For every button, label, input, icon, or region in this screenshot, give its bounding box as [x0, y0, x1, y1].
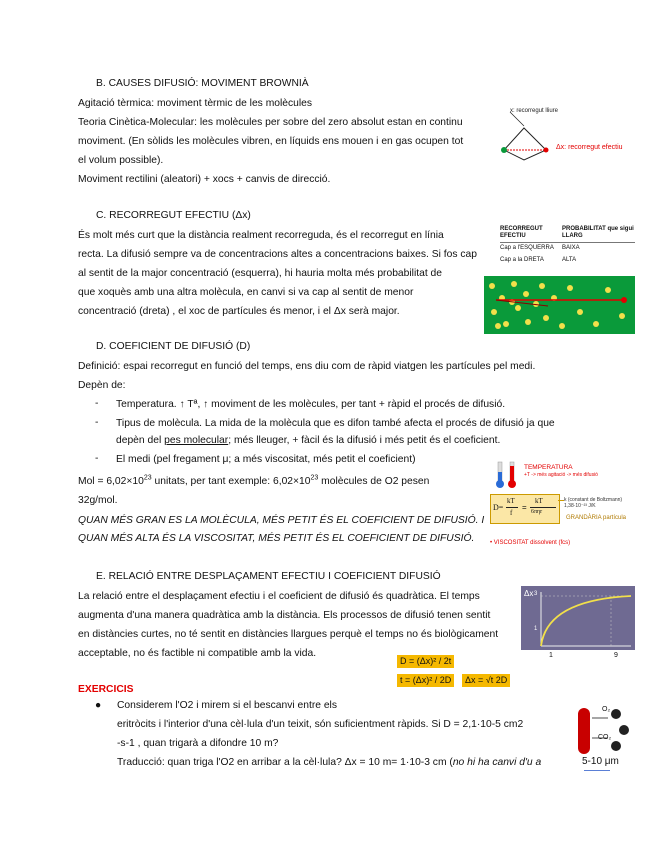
exercise-line-4 [117, 756, 541, 770]
formula-den-2: 6πηr [531, 509, 543, 515]
exercise-line-2: eritròcits i l'interior d'una cèl·lula d'un teixit, són suficientment ràpids. Si D = 2,1·10-5 cm2 [117, 719, 524, 730]
bullet-molecule-type: Tipus de molècula. La mida de la molècula que es difon també afecta el procés de difusió ja que [116, 418, 555, 429]
section-c-heading: C. RECORREGUT EFECTIU (Δx) [96, 210, 251, 221]
temperature-sub: +T -> més agitació -> més difusió [524, 472, 598, 478]
brownian-path-diagram [496, 106, 636, 166]
table-divider [500, 242, 635, 243]
bullet-dot: ● [95, 700, 102, 711]
section-d-heading: D. COEFICIENT DE DIFUSIÓ (D) [96, 341, 251, 352]
formula-t: t = (Δx)² / 2D [397, 674, 454, 687]
section-c-line-1: És molt més curt que la distància realment recorreguda, és el recorregut en línia [78, 230, 444, 241]
concentration-dots [484, 276, 635, 334]
boltzmann-label: k (constant de Boltzmann) 1,38·10⁻²³ J/K [564, 497, 623, 509]
italic-line-2: QUAN MÉS ALTA ÉS LA VISCOSITAT, MÉS PETIT ÉS EL COEFICIENT DE DIFUSIÓ. [78, 533, 475, 544]
section-e-line-1: La relació entre el desplaçament efectiu i el coeficient de difusió és quadràtica. El temps [78, 591, 480, 602]
table-row-2-col-1: Cap a la DRETA [500, 257, 544, 263]
section-b-line-2: Teoria Cinètica-Molecular: les molècules per sobre del zero absolut estan en continu [78, 117, 463, 128]
size-range: 5-10 μm [582, 756, 619, 767]
mol-a: Mol = 6,02×10 [78, 476, 144, 487]
section-b-line-5: Moviment rectilini (aleatori) + xocs + canvis de direcció. [78, 174, 331, 185]
co2-label: CO₂ [598, 734, 612, 741]
table-header-2: PROBABILITAT que sigui LLARG [562, 226, 634, 239]
section-e-line-4: acceptable, no és factible ni compatible amb la vida. [78, 648, 317, 659]
formula-num-2: kT [535, 497, 543, 505]
section-c-line-5: concentració (dreta) , el xoc de partícules és menor, i el Δx serà major. [78, 306, 400, 317]
bullet-dash-1: - [95, 398, 99, 409]
section-c-line-4: que xoquès amb una altra molècula, en canvi si va cap al sentit de menor [78, 287, 414, 298]
graph-curve [521, 586, 635, 650]
pes-post: ; més lleuger, + fàcil és la difusió i més petit és el coeficient. [228, 435, 501, 446]
section-c-line-3: al sentit de la major concentració (esquerra), hi hauria molta més probabilitat de [78, 268, 443, 279]
section-e-heading: E. RELACIÓ ENTRE DESPLAÇAMENT EFECTIU I COEFICIENT DIFUSIÓ [96, 571, 441, 582]
viscosity-text: VISCOSITAT dissolvent (fcs) [493, 540, 571, 546]
bullet-dash-2: - [95, 417, 99, 428]
scale-bar [584, 770, 610, 771]
free-path-label: x: recorregut lliure [510, 108, 559, 114]
formula-d: D = (Δx)² / 2t [397, 655, 454, 668]
section-b-line-3: moviment. (En sòlids les molècules vibren, en líquids ens mouen i en gas ocupen tot [78, 136, 464, 147]
pes-pre: depèn del [116, 435, 165, 446]
formula-lhs: D= [493, 503, 504, 512]
mol-b: unitats, per tant exemple: 6,02×10 [151, 476, 311, 487]
depends-line: Depèn de: [78, 380, 126, 391]
graph-y-label: Δx [524, 589, 534, 598]
section-e-line-3: en distàncies curtes, no té sentit en distàncies llargues perquè el temps no és biològicament [78, 629, 499, 640]
graph-x-tick-right: 9 [614, 652, 618, 659]
exercise-line-1: Considerem l'O2 i mirem si el bescanvi entre els [117, 700, 337, 711]
exercise-line-4-b: no hi ha canvi d'u a [452, 757, 542, 768]
temperature-label: TEMPERATURA [524, 464, 573, 471]
exercise-line-3: -s-1 , quan trigarà a difondre 10 m? [117, 738, 279, 749]
graph-y-tick-mid: 1 [534, 626, 538, 632]
section-b-heading: B. CAUSES DIFUSIÓ: MOVIMENT BROWNIÀ [96, 78, 309, 89]
distance-time-graph [521, 586, 635, 650]
formula-num-1: kT [507, 497, 515, 505]
brownian-figure [496, 106, 636, 166]
table-header-1: RECORREGUT EFECTIU [500, 226, 543, 239]
graph-y-tick-top: 3 [534, 591, 538, 597]
fraction-bar-1 [506, 507, 518, 508]
graph-x-tick-left: 1 [549, 652, 553, 659]
section-b-line-4: el volum possible). [78, 155, 164, 166]
section-b-line-1: Agitació tèrmica: moviment tèrmic de les molècules [78, 98, 313, 109]
formula-equals: = [522, 503, 527, 512]
section-e-line-2: augmenta d'una manera quadràtica amb la distància. Els processos de difusió tenen sentit [78, 610, 491, 621]
bullet-medium: El medi (pel fregament μ; a més viscositat, més petit el coeficient) [116, 454, 416, 465]
bullet-dash-3: - [95, 453, 99, 464]
formula-box-diffusion [490, 494, 560, 524]
exercises-heading: EXERCICIS [78, 684, 134, 695]
pes-molecular-term: pes molecular [164, 435, 229, 446]
bullet-molecule-type-cont [116, 434, 500, 448]
exercise-line-4-a: Traducció: quan triga l'O2 en arribar a la cèl·lula? Δx = 10 m= 1·10-3 cm ( [117, 757, 453, 768]
fraction-bar-2 [530, 507, 556, 508]
o2-label: O₂ [602, 706, 611, 713]
mol-c: molècules de O2 pesen [318, 476, 430, 487]
table-row-1-col-2: BAIXA [562, 245, 580, 251]
mol-line-1 [78, 475, 429, 489]
diffusion-coefficient-figure [484, 460, 636, 554]
bullet-temperature: Temperatura. ↑ Tª, ↑ moviment de les molècules, per tant + ràpid el procés de difusió. [116, 399, 506, 410]
concentration-figure [484, 276, 635, 334]
formula-dx: Δx = √t 2D [462, 674, 510, 687]
definition-line: Definició: espai recorregut en funció del temps, ens diu com de ràpid viatgen les partícules pel medi. [78, 361, 536, 372]
erythrocyte-figure [572, 704, 642, 784]
mol-line-2: 32g/mol. [78, 495, 118, 506]
mol-exp-b: 23 [310, 474, 319, 482]
italic-line-1: QUAN MÉS GRAN ES LA MOLÈCULA, MÉS PETIT ÉS EL COEFICIENT DE DIFUSIÓ. I [78, 515, 485, 526]
mol-exp-a: 23 [143, 474, 152, 482]
effective-path-label: Δx: recorregut efectiu [556, 144, 623, 151]
section-c-line-2: recta. La difusió sempre va de concentracions altes a concentracions baixes. Si fos cap [78, 249, 477, 260]
viscosity-label: • VISCOSITAT dissolvent (fcs) [490, 540, 571, 546]
formula-den-1: f [510, 509, 513, 517]
size-label: GRANDÀRIA partícula [566, 515, 627, 521]
table-row-1-col-1: Cap a l'ESQUERRA [500, 245, 554, 251]
table-row-2-col-2: ALTA [562, 257, 577, 263]
